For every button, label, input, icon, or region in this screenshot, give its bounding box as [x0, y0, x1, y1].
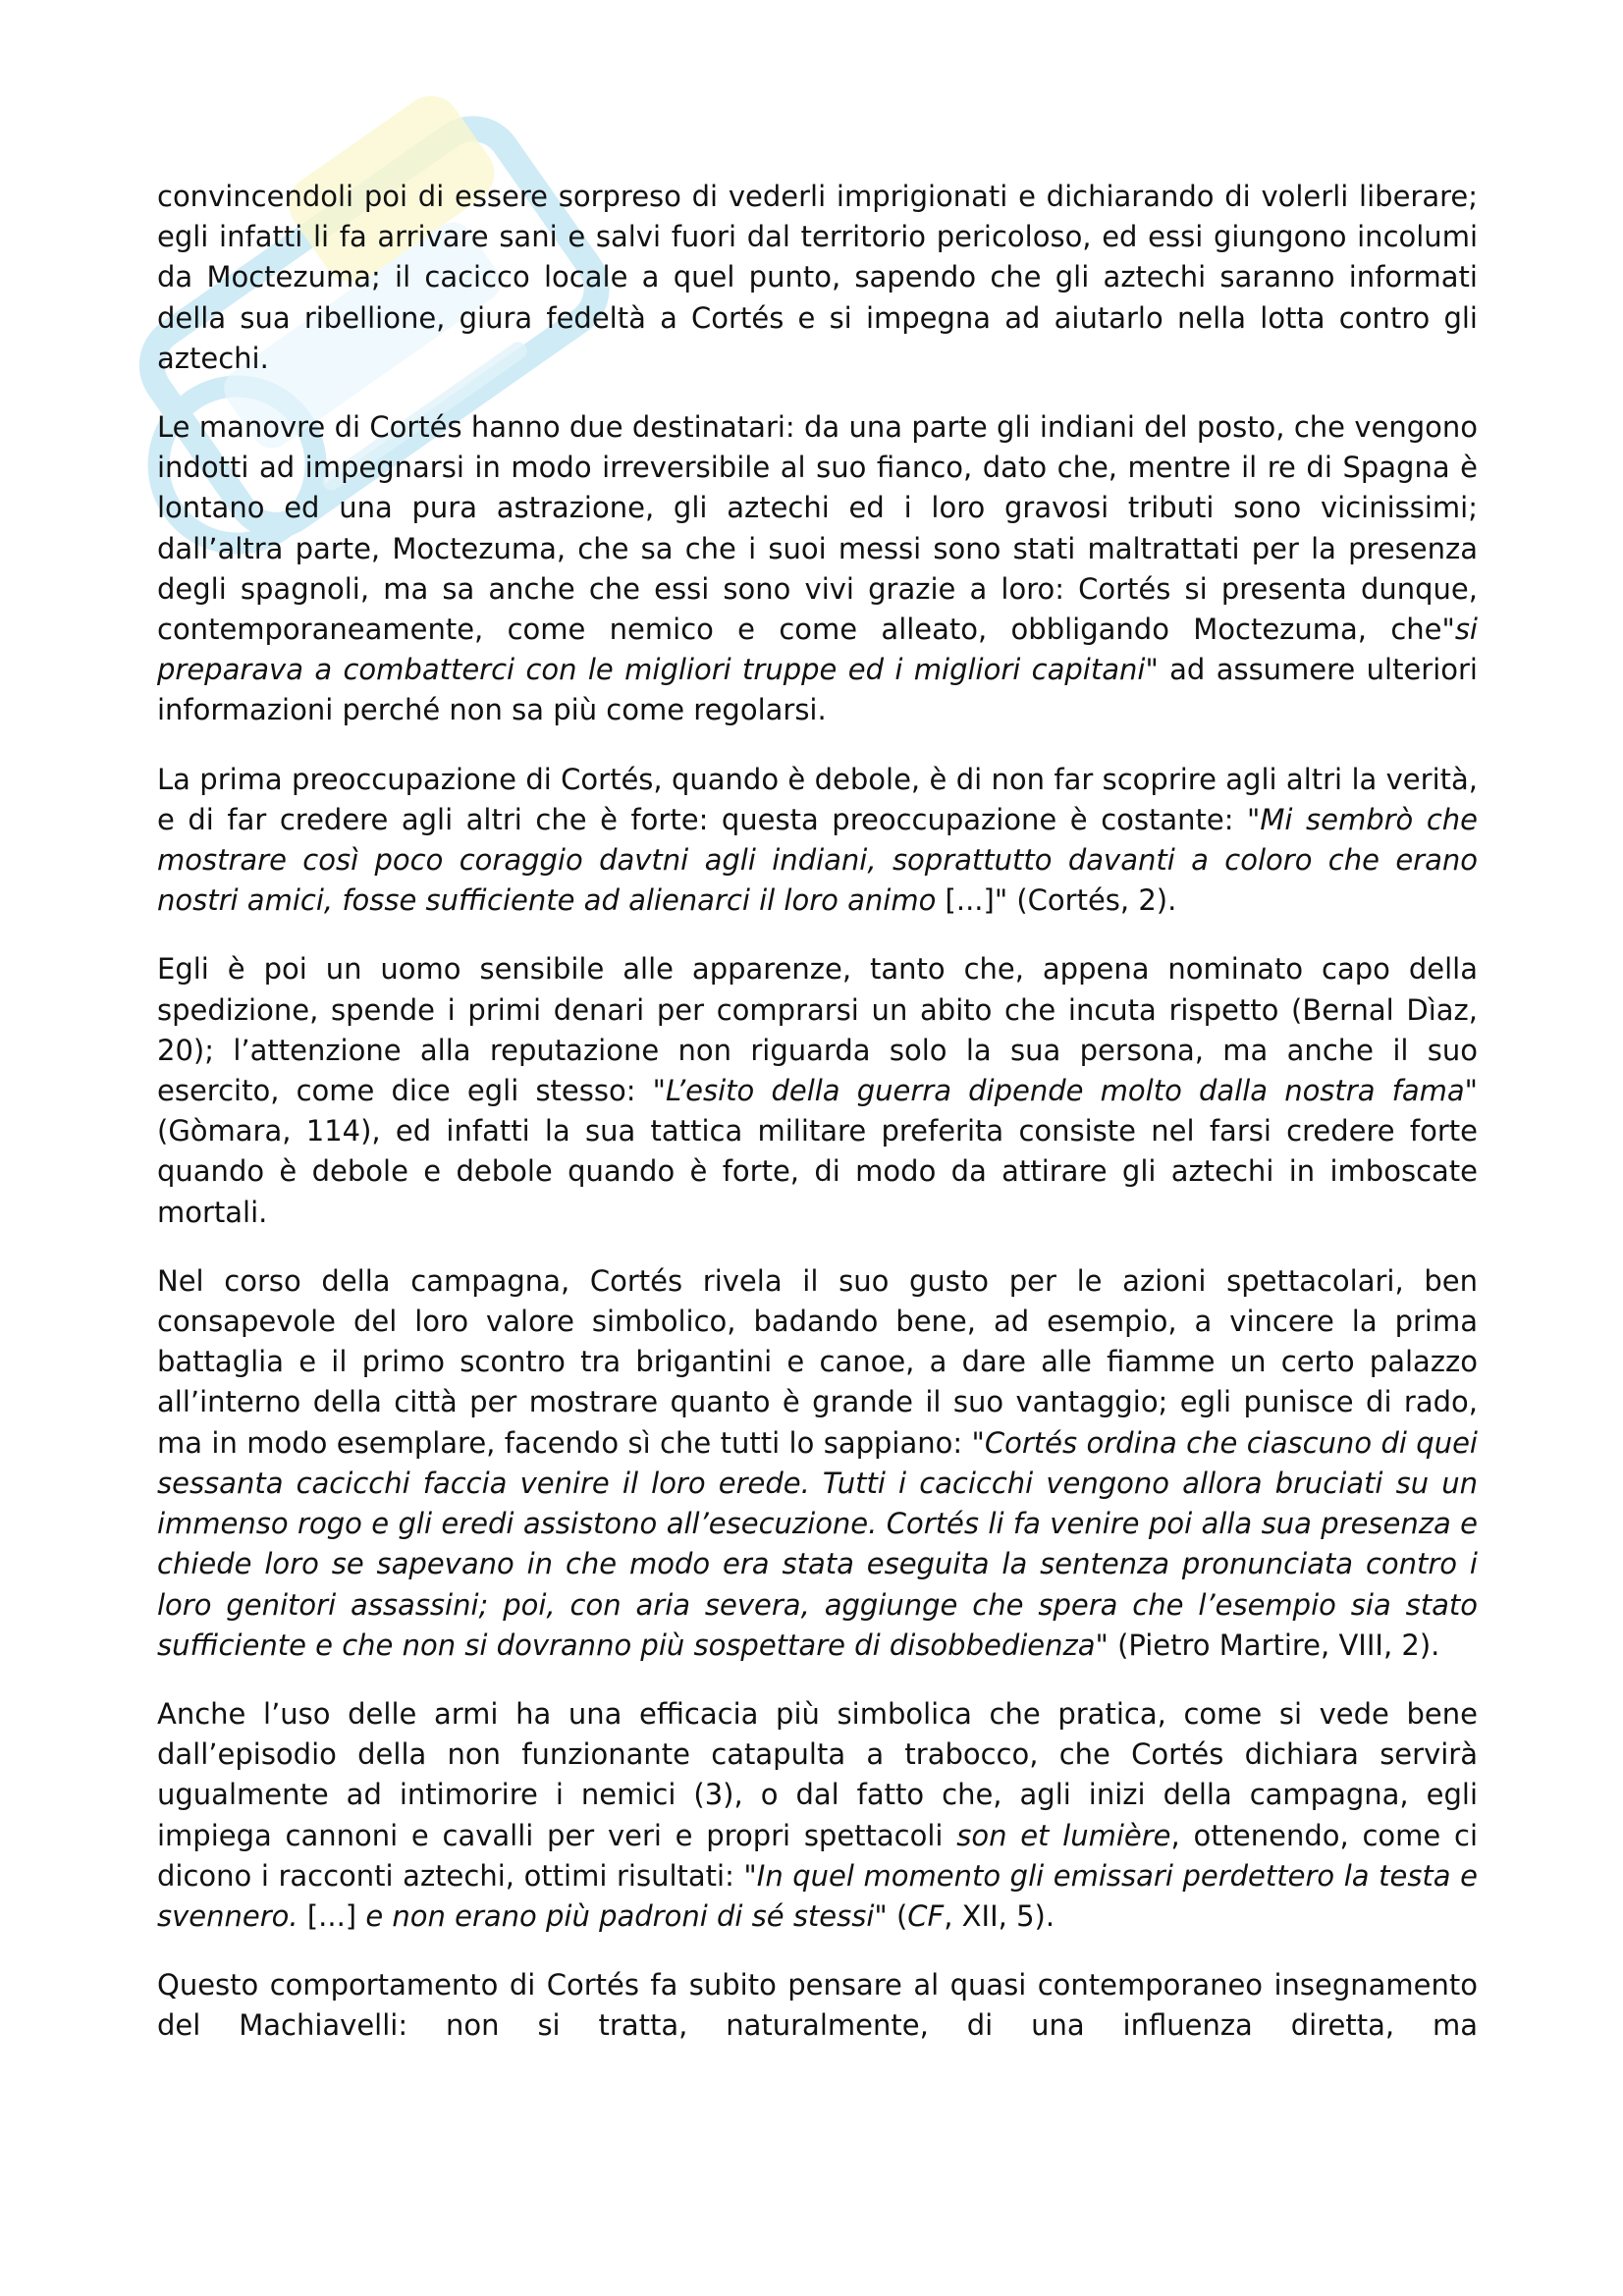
paragraph-6-text-i: , XII, 5). [944, 1898, 1055, 1933]
paragraph-6-quote-2: e non erano più padroni di sé stessi [365, 1898, 875, 1933]
document-body [157, 177, 1478, 2047]
paragraph-3-text-c: [...]" (Cortés, 2). [936, 883, 1177, 918]
paragraph-2-text-a: Le manovre di Cortés hanno due destinatari: da una parte gli indiani del posto, che vengono indotti ad impegnarsi in modo irreversibile al suo fianco, dato che, mentre il re di Spagna è lontano ed una pura astrazione, gli aztechi ed i loro gravosi tributi sono vicinissimi; dall’altra parte, Moctezuma, che sa che i suoi messi sono stati maltrattati per la presenza degli spagnoli, ma sa anche che essi sono vivi grazie a loro: Cortés si presenta dunque, contemporaneamente, come nemico e come alleato, obbligando Moctezuma, che" [157, 410, 1478, 647]
paragraph-5-quote: Cortés ordina che ciascuno di quei sessanta cacicchi faccia venire il loro erede. Tutti i cacicchi vengono allora bruciati su un immenso rogo e gli eredi assistono all’esecuzione. Cortés li fa venire poi alla sua presenza e chiede loro se sapevano in che modo era stata eseguita la sentenza pronunciata contro i loro genitori assassini; poi, con aria severa, aggiunge che spera che l’esempio sia stato sufficiente e che non si dovranno più sospettare di disobbedienza [157, 1425, 1478, 1662]
paragraph-2-quote: si preparava a combatterci con le migliori truppe ed i migliori capitani [157, 613, 1478, 687]
paragraph-6-text-g: " ( [874, 1898, 908, 1933]
paragraph-7 [157, 1965, 1478, 2046]
paragraph-6-text-a: Anche l’uso delle armi ha una efficacia più simbolica che pratica, come si vede bene dall’episodio della non funzionante catapulta a trabocco, che Cortés dichiara servirà ugualmente ad intimorire i nemici (3), o dal fatto che, agli inizi della campagna, egli impiega cannoni e cavalli per veri e propri spettacoli [157, 1696, 1478, 1852]
paragraph-2 [157, 407, 1478, 731]
paragraph-6-text-c: , ottenendo, come ci dicono i racconti aztechi, ottimi risultati: " [157, 1818, 1478, 1893]
paragraph-6 [157, 1694, 1478, 1937]
paragraph-3 [157, 760, 1478, 922]
paragraph-2-text-c: " ad assumere ulteriori informazioni perché non sa più come regolarsi. [157, 653, 1478, 727]
paragraph-3-text-a: La prima preoccupazione di Cortés, quando è debole, è di non far scoprire agli altri la verità, e di far credere agli altri che è forte: questa preoccupazione è costante: " [157, 762, 1478, 836]
paragraph-4-quote: L’esito della guerra dipende molto dalla nostra fama [666, 1074, 1465, 1108]
paragraph-6-ellipsis: [...] [298, 1898, 366, 1933]
paragraph-6-quote-1: In quel momento gli emissari perdettero la testa e svennero. [157, 1858, 1478, 1933]
paragraph-4-text-a: Egli è poi un uomo sensibile alle apparenze, tanto che, appena nominato capo della spedizione, spende i primi denari per comprarsi un abito che incuta rispetto (Bernal Dìaz, 20); l’attenzione alla reputazione non riguarda solo la sua persona, ma anche il suo esercito, come dice egli stesso: " [157, 952, 1478, 1108]
paragraph-6-source: CF [907, 1898, 945, 1933]
paragraph-7-text: Questo comportamento di Cortés fa subito pensare al quasi contemporaneo insegnamento del Machiavelli: non si tratta, naturalmente, di una influenza diretta, ma [157, 1968, 1478, 2043]
paragraph-3-quote: Mi sembrò che mostrare così poco coraggio davtni agli indiani, soprattutto davanti a coloro che erano nostri amici, fosse sufficiente ad alienarci il loro animo [157, 802, 1478, 918]
paragraph-5 [157, 1261, 1478, 1666]
paragraph-1 [157, 177, 1478, 379]
paragraph-4 [157, 949, 1478, 1232]
paragraph-4-text-c: " (Gòmara, 114), ed infatti la sua tattica militare preferita consiste nel farsi credere forte quando è debole e debole quando è forte, di modo da attirare gli aztechi in imboscate mortali. [157, 1074, 1478, 1229]
paragraph-5-text-c: " (Pietro Martire, VIII, 2). [1095, 1628, 1440, 1662]
paragraph-5-text-a: Nel corso della campagna, Cortés rivela il suo gusto per le azioni spettacolari, ben consapevole del loro valore simbolico, badando bene, ad esempio, a vincere la prima battaglia e il primo scontro tra brigantini e canoe, a dare alle fiamme un certo palazzo all’interno della città per mostrare quanto è grande il suo vantaggio; egli punisce di rado, ma in modo esemplare, facendo sì che tutti lo sappiano: " [157, 1263, 1478, 1460]
paragraph-6-phrase: son et lumière [956, 1818, 1171, 1852]
paragraph-1-text: convincendoli poi di essere sorpreso di vederli imprigionati e dichiarando di volerli liberare; egli infatti li fa arrivare sani e salvi fuori dal territorio pericoloso, ed essi giungono incolumi da Moctezuma; il cacicco locale a quel punto, sapendo che gli aztechi saranno informati della sua ribellione, giura fedeltà a Cortés e si impegna ad aiutarlo nella lotta contro gli aztechi. [157, 180, 1478, 375]
